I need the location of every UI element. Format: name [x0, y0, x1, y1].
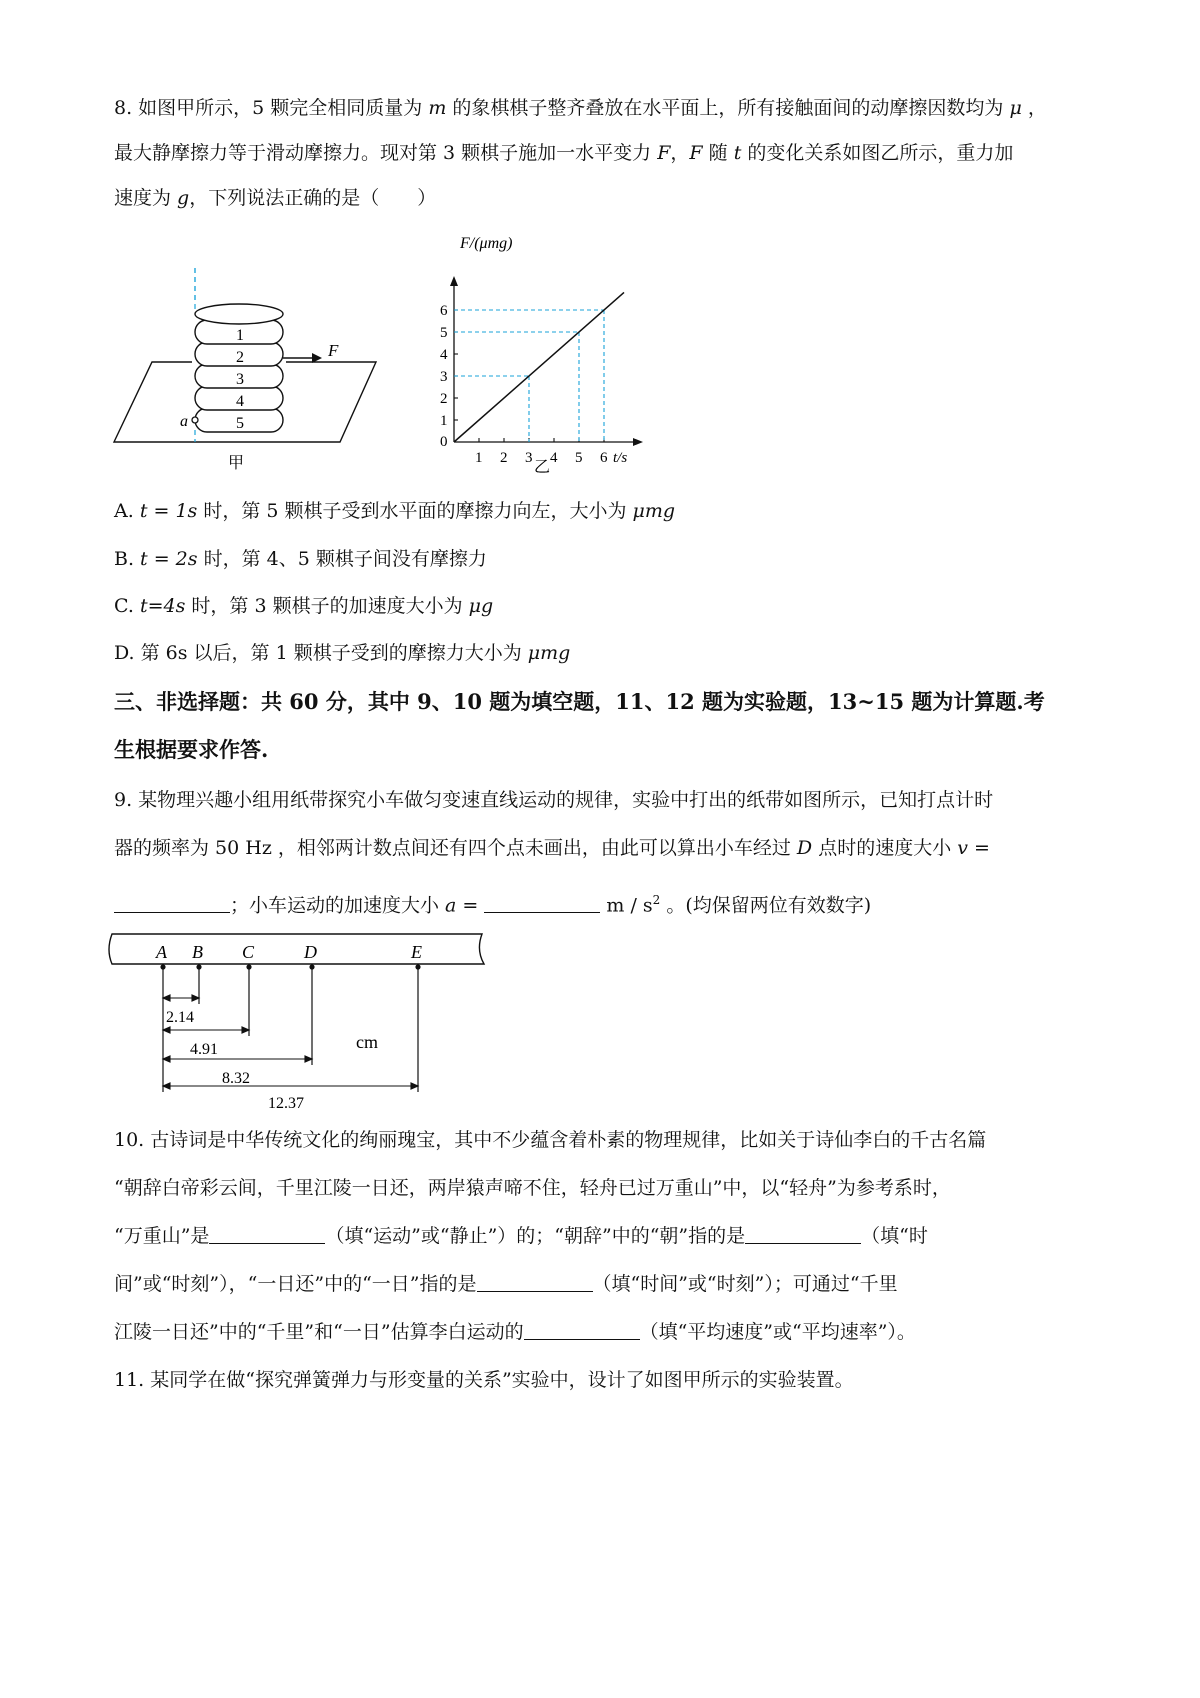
caption-jia: 甲 — [228, 455, 245, 472]
q8-line-3: 速度为 g，下列说法正确的是（ ） — [114, 187, 437, 209]
piece-label-5: 5 — [236, 415, 244, 432]
x-tick-label-1: 1 — [475, 450, 483, 466]
q9-line-3: ；小车运动的加速度大小 $a = m / s^2$ 。(均保留两位有效数字) — [114, 886, 871, 919]
option-a: A. t = 1s 时，第 5 颗棋子受到水平面的摩擦力向左，大小为 μmg — [114, 500, 676, 522]
option-b: B. t = 2s 时，第 4、5 颗棋子间没有摩擦力 — [114, 548, 487, 570]
tape-point-label-d: D — [304, 942, 317, 962]
caption-yi: 乙 — [534, 459, 551, 476]
q8-line-1: 8. 如图甲所示，5 颗完全相同质量为 m 的象棋棋子整齐叠放在水平面上，所有接触面间的动摩擦因数均为 μ ， — [114, 97, 1047, 119]
tape-point-label-e: E — [411, 942, 422, 962]
tape-point-label-a: A — [156, 942, 167, 962]
distance-ab: 2.14 — [166, 1009, 194, 1026]
q9-line-2: 器的频率为 50 Hz ，相邻两计数点间还有四个点未画出，由此可以算出小车经过 D 点时的速度大小 v = — [114, 837, 990, 859]
y-tick-label-2: 2 — [440, 391, 448, 407]
q10-line-5: 江陵一日还”中的“千里”和“一日”估算李白运动的 （填“平均速度”或“平均速率”）。 — [114, 1321, 916, 1343]
unit-cm: cm — [356, 1032, 378, 1052]
y-tick-label-4: 4 — [440, 347, 448, 363]
tape-point-label-c: C — [242, 942, 255, 962]
distance-ad: 8.32 — [222, 1070, 250, 1087]
paper-tape-figure — [104, 930, 494, 1110]
answer-blank-acceleration[interactable] — [484, 892, 600, 913]
answer-blank-yiri[interactable] — [477, 1271, 593, 1292]
x-tick-label-6: 6 — [600, 450, 608, 466]
q9-line-1: 9. 某物理兴趣小组用纸带探究小车做匀变速直线运动的规律，实验中打出的纸带如图所示，已知打点计时 — [114, 789, 994, 811]
figure-yi-graph — [420, 236, 690, 476]
answer-blank-velocity[interactable] — [114, 892, 230, 913]
answer-blank-motion-state[interactable] — [209, 1223, 325, 1244]
y-tick-label-1: 1 — [440, 413, 448, 429]
y-axis-label: F/(μmg) — [460, 236, 513, 252]
series-line-0 — [454, 292, 624, 442]
x-axis-label: t/s — [613, 450, 628, 466]
figure-jia — [100, 250, 400, 480]
y-tick-label-5: 5 — [440, 325, 448, 341]
piece-label-2: 2 — [236, 349, 244, 366]
option-c: C. t=4s 时，第 3 颗棋子的加速度大小为 μg — [114, 595, 494, 617]
mu-symbol: μ — [1009, 97, 1022, 119]
tape-point-label-b: B — [192, 942, 203, 962]
x-tick-label-4: 4 — [550, 450, 558, 466]
origin-label: 0 — [440, 434, 448, 450]
q10-line-4: 间”或“时刻”），“一日还”中的“一日”指的是 （填“时间”或“时刻”）；可通过“千里 — [114, 1273, 898, 1295]
point-a — [192, 417, 198, 423]
x-axis-arrow — [633, 438, 643, 446]
x-tick-label-3: 3 — [525, 450, 533, 466]
option-d: D. 第 6s 以后，第 1 颗棋子受到的摩擦力大小为 μmg — [114, 642, 571, 664]
answer-blank-average[interactable] — [524, 1319, 640, 1340]
top-face — [195, 304, 283, 324]
y-axis-arrow — [450, 276, 458, 286]
piece-label-1: 1 — [236, 327, 244, 344]
q10-line-2: “朝辞白帝彩云间，千里江陵一日还，两岸猿声啼不住，轻舟已过万重山”中，以“轻舟”为参考系时， — [114, 1177, 951, 1199]
x-tick-label-2: 2 — [500, 450, 508, 466]
section3-heading-line-2: 生根据要求作答. — [114, 737, 269, 762]
x-tick-label-5: 5 — [575, 450, 583, 466]
piece-label-4: 4 — [236, 393, 244, 410]
answer-blank-zhao[interactable] — [745, 1223, 861, 1244]
piece-label-3: 3 — [236, 371, 244, 388]
q11-line-1: 11. 某同学在做“探究弹簧弹力与形变量的关系”实验中，设计了如图甲所示的实验装置。 — [114, 1369, 854, 1391]
q10-line-1: 10. 古诗词是中华传统文化的绚丽瑰宝，其中不少蕴含着朴素的物理规律，比如关于诗仙李白的千古名篇 — [114, 1129, 987, 1151]
point-a-label: a — [180, 413, 188, 430]
q10-line-3: “万重山”是 （填“运动”或“静止”）的；“朝辞”中的“朝”指的是 （填“时 — [114, 1225, 928, 1247]
y-tick-label-6: 6 — [440, 303, 448, 319]
distance-ae: 12.37 — [268, 1095, 304, 1110]
y-tick-label-3: 3 — [440, 369, 448, 385]
distance-ac: 4.91 — [190, 1041, 218, 1058]
q8-line-2: 最大静摩擦力等于滑动摩擦力。现对第 3 颗棋子施加一水平变力 F，F 随 t 的变化关系如图乙所示，重力加 — [114, 142, 1014, 164]
force-label: F — [328, 341, 339, 360]
mass-symbol: m — [428, 97, 447, 119]
section3-heading-line-1: 三、非选择题：共 60 分，其中 9、10 题为填空题，11、12 题为实验题，13~15 题为计算题.考 — [114, 689, 1045, 714]
